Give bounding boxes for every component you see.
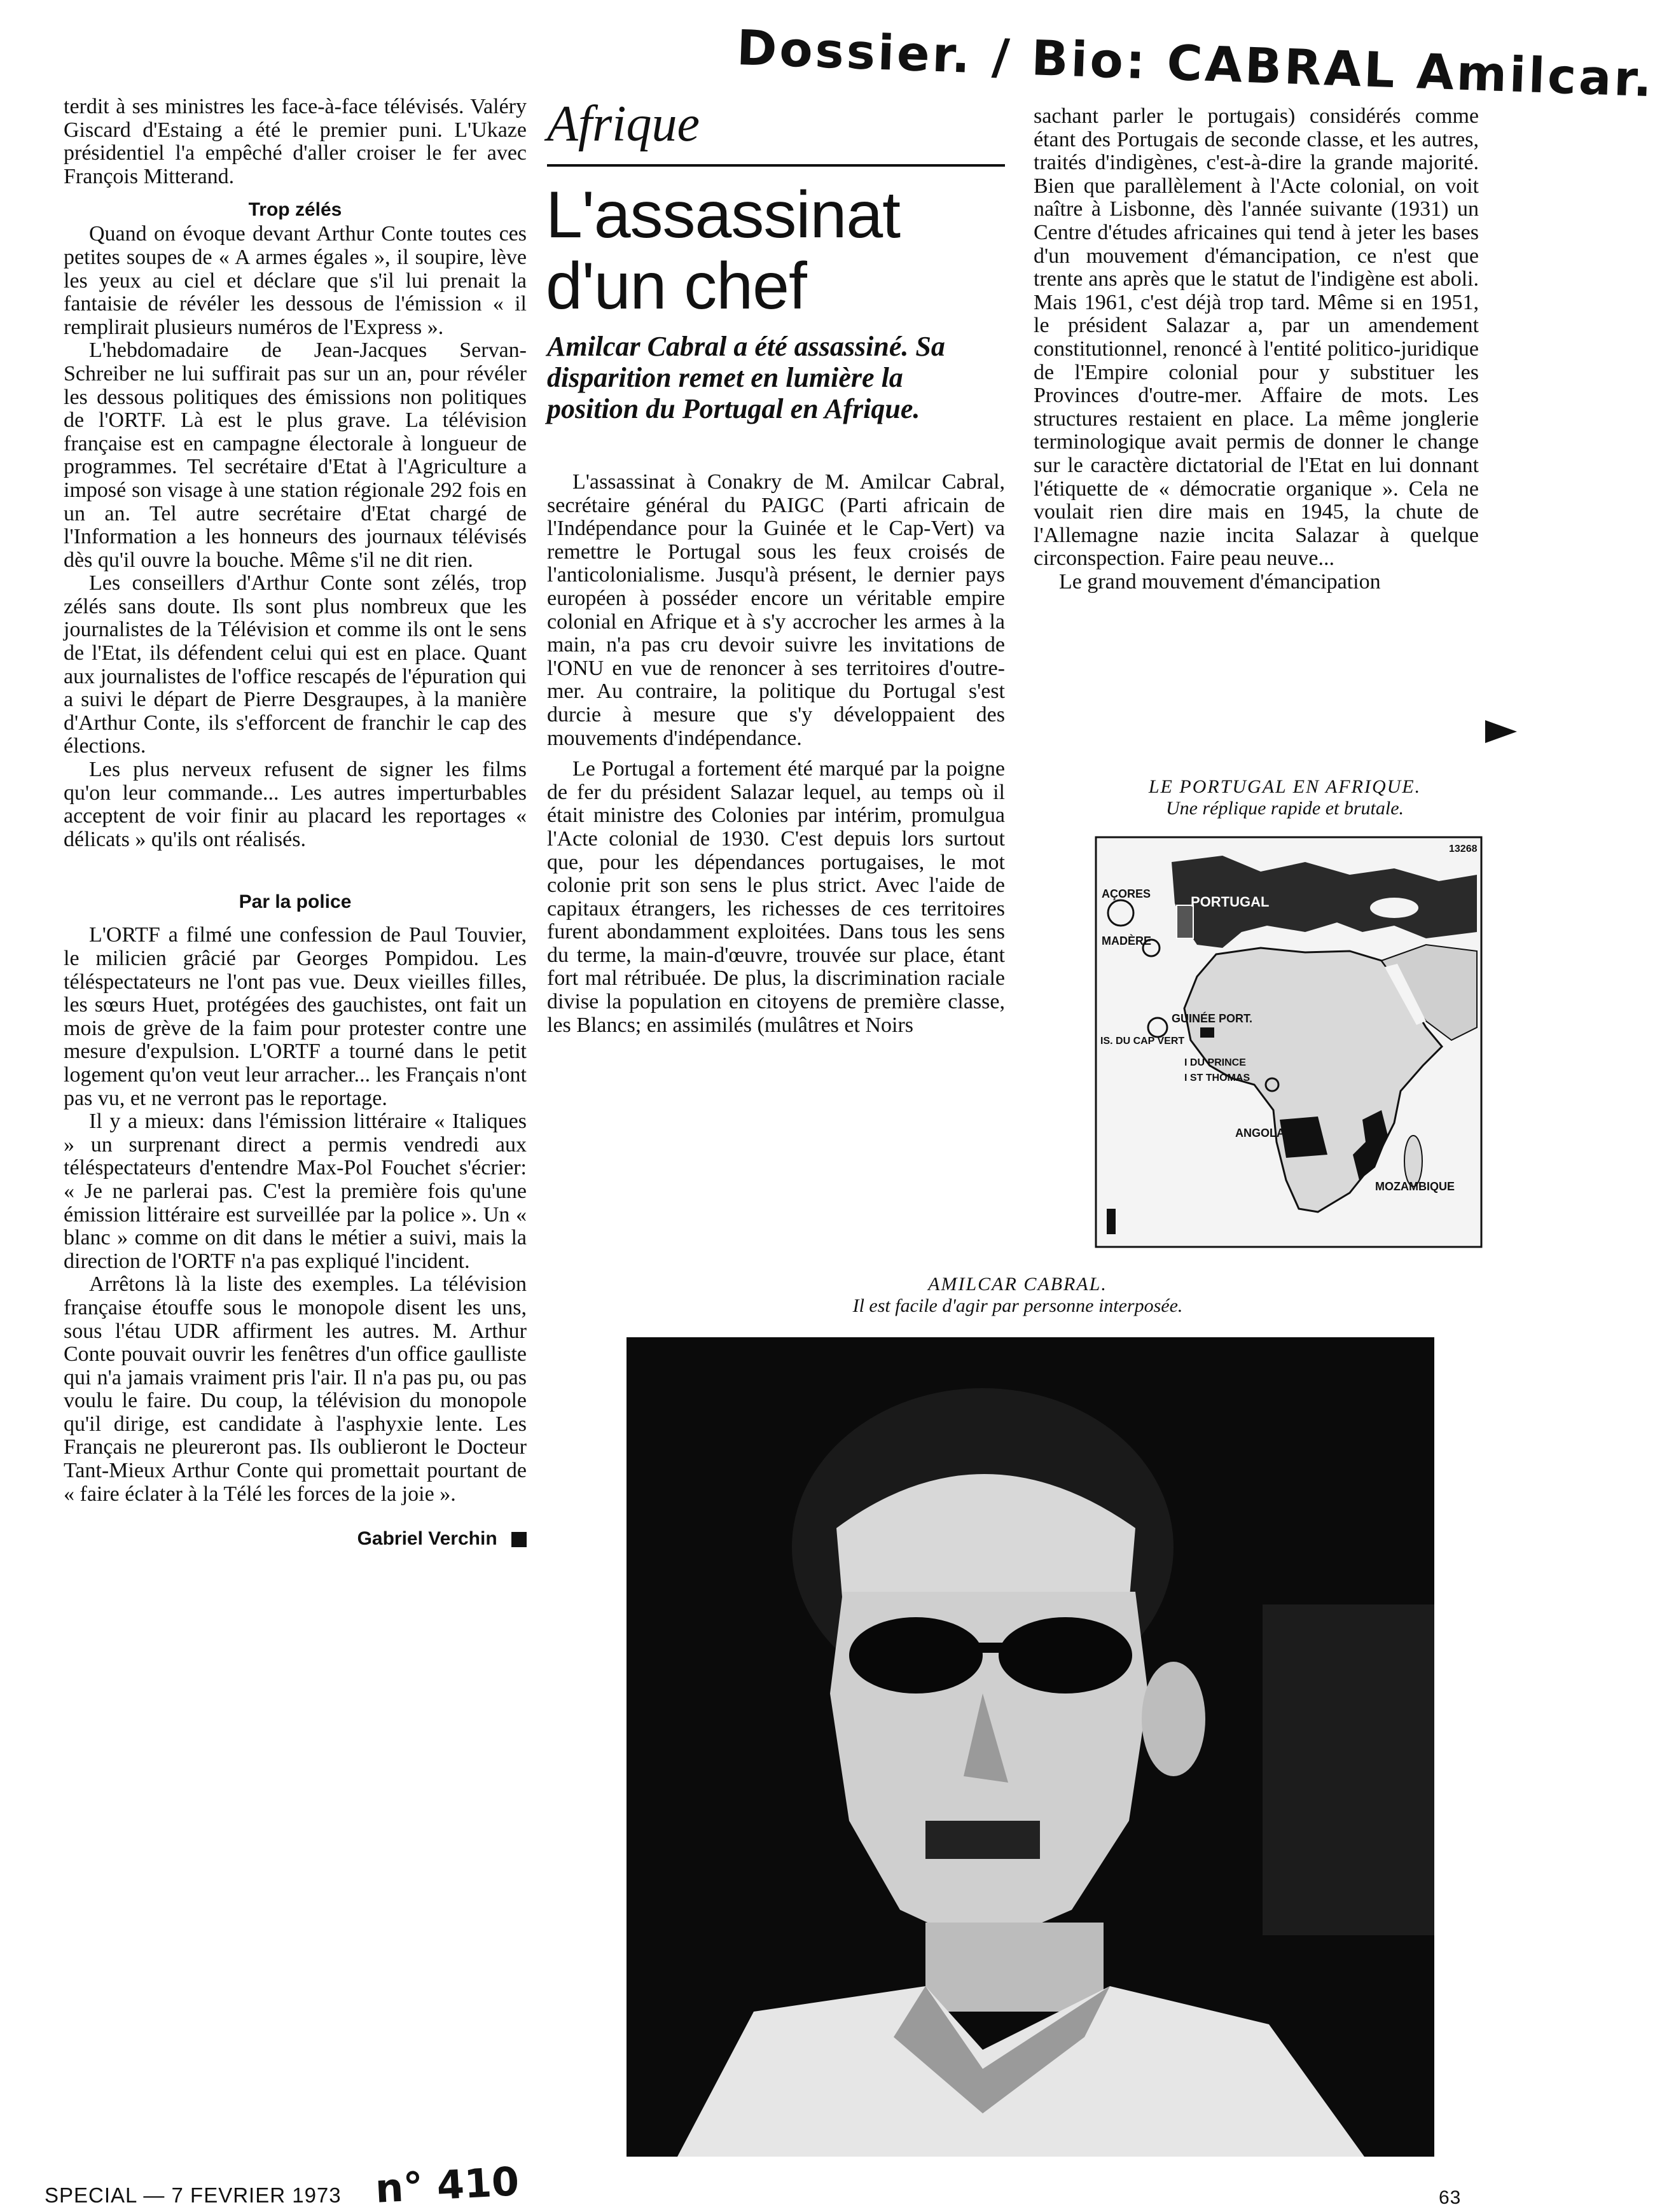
byline bbox=[64, 1527, 527, 1551]
ear bbox=[1142, 1662, 1205, 1776]
paragraph: Arrêtons là la liste des exemples. La télévision française étouffe sous le monopole disent les uns, sous l'étau UDR affirment les autres. M. Arthur Conte pouvait ouvrir les fenêtres d'un office gaulliste qui n'a jamais vraiment pris l'air. Il n'a pas pu, ou pas voulu le faire. Du coup, la télévision du monopole qu'il dirige, est candidate à l'asphyxie lente. Les Français ne pleureront pas. Ils oublieront le Docteur Tant-Mieux Arthur Conte qui promettait pourtant de « faire éclater à la Télé les forces de la joie ». bbox=[64, 1272, 527, 1506]
mouth-shadow bbox=[925, 1821, 1040, 1859]
madagascar-shape bbox=[1404, 1136, 1422, 1186]
paragraph: Le Portugal a fortement été marqué par la poigne de fer du président Salazar lequel, au temps où il était ministre des Colonies par intérim, promulgua l'Acte colonial de 1930. C'est depuis lors surtout que, pour les dépendances portugaises, le mot colonie prit son sens le plus strict. Avec l'aide de capitaux étrangers, les richesses de ces territoires furent abondamment exploitées. Dans tous les sens du terme, la main-d'œuvre, trouvée sur place, étant fort mal rétribuée. De plus, la discrimination raciale divise la population en citoyens de première classe, les Blancs; en assimilés (mulâtres et Noirs bbox=[547, 757, 1005, 1037]
label-angola: ANGOLA bbox=[1235, 1127, 1285, 1139]
paragraph: L'assassinat à Conakry de M. Amilcar Cabral, secrétaire général du PAIGC (Parti africain de l'Indépendance pour la Guinée et le Cap-Vert) va remettre le Portugal sous les feux croisés de l'anticolonialisme. Jusqu'à présent, le dernier pays européen à posséder encore un véritable empire colonial en Afrique et à s'y accrocher les armes à la main, n'a pas cru devoir suivre les invitations de l'ONU en vue de renoncer à ses territoires d'outre-mer. Au contraire, la politique du Portugal s'est durcie à mesure que s'y développaient des mouvements d'indépendance. bbox=[547, 470, 1005, 750]
page-number: 63 bbox=[1439, 2187, 1462, 2208]
label-portugal: PORTUGAL bbox=[1191, 894, 1270, 910]
headline-line-1: L'assassinat bbox=[546, 178, 901, 252]
label-madere: MADÈRE bbox=[1102, 935, 1152, 947]
rubric: Afrique bbox=[547, 96, 700, 152]
photo-caption-title: AMILCAR CABRAL. bbox=[928, 1274, 1107, 1295]
right-column bbox=[1034, 105, 1479, 594]
sunglasses-right bbox=[999, 1617, 1132, 1694]
headline bbox=[546, 179, 900, 322]
middle-column bbox=[547, 471, 1005, 1037]
headline-line-2: d'un chef bbox=[546, 249, 807, 323]
paragraph: Il y a mieux: dans l'émission littéraire « Italiques » un surprenant direct a permis vendredi aux téléspectateurs d'entendre Max-Pol Fouchet s'écrier: « Je ne parlerai pas. C'est la première fois qu'une émission littéraire est surveillée par la police ». Un « blanc » comme on dit dans le métier a suivi, mais la direction de l'ORTF n'a pas expliqué l'incident. bbox=[64, 1109, 527, 1273]
section-heading-par-la-police: Par la police bbox=[239, 891, 352, 913]
intro-paragraph: terdit à ses ministres les face-à-face télévisés. Valéry Giscard d'Estaing a été le premier puni. L'Ukaze présidentiel l'a empêché d'aller croiser le fer avec François Mitterand. bbox=[64, 95, 527, 188]
background-shadow bbox=[1263, 1604, 1434, 1935]
map-caption-title: LE PORTUGAL EN AFRIQUE. bbox=[1148, 776, 1422, 797]
black-sea bbox=[1370, 898, 1418, 918]
map-scale-mark bbox=[1107, 1209, 1116, 1234]
photo-caption bbox=[700, 1274, 1336, 1317]
map-caption-subtitle: Une réplique rapide et brutale. bbox=[1165, 798, 1404, 819]
label-st-thomas: I ST THOMAS bbox=[1184, 1073, 1250, 1083]
label-acores: AÇORES bbox=[1102, 887, 1151, 900]
map-caption bbox=[1081, 776, 1488, 819]
rubric-rule bbox=[547, 164, 1005, 167]
left-column bbox=[64, 95, 527, 1551]
paragraph: Quand on évoque devant Arthur Conte toutes ces petites soupes de « A armes égales », il soupire, lève les yeux au ciel et déclare que s'il lui prenait la fantaisie de révéler les dessous de l'émission « il remplirait plusieurs numéros de l'Express ». bbox=[64, 222, 527, 339]
guinee-shape bbox=[1200, 1027, 1214, 1038]
continued-line bbox=[1034, 571, 1479, 594]
map-portugal-africa bbox=[1095, 837, 1482, 1248]
handwritten-note: Dossier. / Bio: CABRAL Amilcar. bbox=[735, 19, 1655, 108]
paragraph: L'ORTF a filmé une confession de Paul Touvier, le milicien grâcié par Georges Pompidou. Les téléspectateurs ne l'ont pas vue. Deux vieilles filles, les sœurs Huet, protégées des gauchistes, ont fait un mois de grève de la faim pour protester contre une mesure d'expulsion. L'ORTF a tourné dans le petit logement qu'on veut leur arracher... les Français n'ont pas vu, et ne verront pas le reportage. bbox=[64, 923, 527, 1110]
label-principe: I DU PRINCE bbox=[1184, 1057, 1246, 1068]
portugal-shape bbox=[1177, 905, 1193, 938]
paragraph: Les plus nerveux refusent de signer les films qu'on leur commande... Les autres imperturbables acceptent de voir finir au placard les reportages « délicats » qu'ils ont réalisés. bbox=[64, 758, 527, 851]
photo-caption-subtitle: Il est facile d'agir par personne interposée. bbox=[852, 1295, 1183, 1316]
label-guinee: GUINÉE PORT. bbox=[1172, 1012, 1253, 1025]
portrait-graphic bbox=[627, 1337, 1434, 2157]
paragraph: L'hebdomadaire de Jean-Jacques Servan-Schreiber ne lui suffirait pas sur un an, pour révéler les dessous politiques des émissions non politiques de l'ORTF. Là est le plus grave. La télévision française est en campagne électorale à longueur de programmes. Tel secrétaire d'Etat à l'Agriculture a imposé son visage à une station régionale 292 fois en un an. Tel autre secrétaire d'Etat chargé de l'Information a les honneurs des journaux télévisés dès qu'il ouvre la bouche. Même s'il ne dit rien. bbox=[64, 338, 527, 572]
sunglasses-bridge bbox=[970, 1643, 1014, 1653]
map-graphic bbox=[1095, 837, 1482, 1248]
label-cap-vert: IS. DU CAP VERT bbox=[1100, 1036, 1185, 1047]
end-mark-icon bbox=[511, 1532, 527, 1547]
section-heading-trop-zeles: Trop zélés bbox=[248, 199, 342, 221]
map-code: 13268 bbox=[1449, 844, 1478, 854]
label-mozambique: MOZAMBIQUE bbox=[1375, 1180, 1455, 1193]
paragraph: sachant parler le portugais) considérés comme étant des Portugais de seconde classe, et les autres, traités d'indigènes, c'est-à-dire la grande majorité. Bien que parallèlement à l'Acte colonial, on voit naître à Lisbonne, dès l'année suivante (1931) un Centre d'études africaines qui tend à jeter les bases d'un mouvement d'émancipation, ce n'est que trente ans après que le statut de l'indigène est aboli. Mais 1961, c'est déjà trop tard. Même si en 1951, le président Salazar a, par un amendement constitutionnel, renoncé à l'entité politico-juridique de l'Empire colonial pour y substituer les Provinces d'outre-mer. Affaire de mots. Les structures restaient en place. La même jonglerie terminologique avait permis de donner le change sur le caractère dictatorial de l'Etat en lui donnant l'étiquette de « démocratie organique ». Cela ne voulait rien dire mais en 1945, la chute de l'Allemagne nazie incita Salazar à quelque circonspection. Faire peau neuve... bbox=[1034, 104, 1479, 571]
portrait-photo bbox=[627, 1337, 1434, 2157]
sunglasses-left bbox=[849, 1617, 983, 1694]
neck bbox=[925, 1923, 1104, 2012]
footer-publication: SPECIAL — 7 FEVRIER 1973 bbox=[45, 2183, 342, 2207]
issue-handwritten-note: n° 410 bbox=[374, 2158, 520, 2212]
byline-name: Gabriel Verchin bbox=[357, 1528, 497, 1550]
continue-arrow-icon bbox=[1485, 720, 1517, 743]
paragraph: Les conseillers d'Arthur Conte sont zélés, trop zélés sans doute. Ils sont plus nombreux que les journalistes de la Télévision et comme ils ont le sens de l'Etat, ils défendent celui qui est en place. Quant aux journalistes de l'office rescapés de l'épuration qui a suivi le départ de Pierre Desgraupes, à la manière d'Arthur Conte, ils s'efforcent de franchir le cap des élections. bbox=[64, 571, 527, 758]
continued-text: Le grand mouvement d'émancipation bbox=[1059, 569, 1381, 594]
lead-paragraph: Amilcar Cabral a été assassiné. Sa disparition remet en lumière la position du Portugal en Afrique. bbox=[547, 331, 945, 424]
